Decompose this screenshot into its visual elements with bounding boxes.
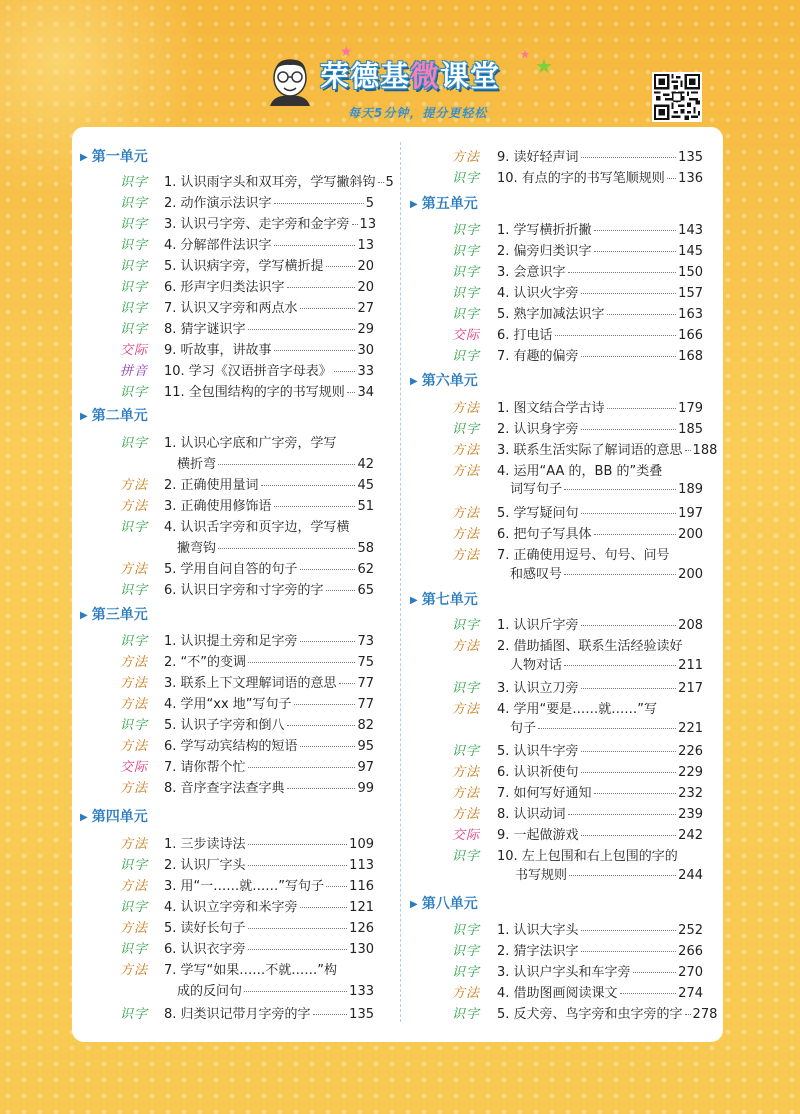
entry-tag: 方法: [452, 443, 481, 458]
entry-tag: 识字: [452, 618, 481, 633]
toc-entry[interactable]: 4. 学用“要是……就……”写: [497, 702, 658, 717]
toc-entry[interactable]: 7. 认识又字旁和两点水 27: [164, 301, 374, 316]
toc-entry[interactable]: 9. 读好轻声词 135: [497, 150, 703, 165]
entry-tag: 识字: [452, 944, 481, 959]
entry-tag: 识字: [120, 217, 149, 232]
star-icon: ★: [520, 48, 530, 61]
entry-tag: 方法: [120, 781, 149, 796]
toc-entry[interactable]: 3. 联系生活实际了解词语的意思 188: [497, 443, 718, 458]
toc-entry[interactable]: 4. 运用“AA 的，BB 的”类叠: [497, 464, 663, 479]
mascot-portrait-icon: [262, 56, 318, 106]
unit-heading: ▶ 第八单元: [410, 896, 478, 912]
toc-entry[interactable]: 2. 认识身字旁 185: [497, 422, 703, 437]
entry-tag: 方法: [120, 921, 149, 936]
entry-tag: 方法: [120, 739, 149, 754]
toc-entry[interactable]: 词写句子 189: [510, 482, 703, 497]
toc-entry[interactable]: 10. 学习《汉语拼音字母表》 33: [164, 364, 374, 379]
unit-heading: ▶ 第三单元: [80, 607, 148, 623]
entry-tag: 识字: [120, 718, 149, 733]
toc-entry[interactable]: 4. 认识舌字旁和页字边，学写横: [164, 520, 350, 535]
entry-tag: 方法: [120, 499, 149, 514]
entry-tag: 拼音: [120, 364, 149, 379]
entry-tag: 识字: [452, 422, 481, 437]
entry-tag: 识字: [452, 265, 481, 280]
unit-heading: ▶ 第六单元: [410, 373, 478, 389]
toc-entry[interactable]: 8. 猜字谜识字 29: [164, 322, 374, 337]
entry-tag: 识字: [452, 744, 481, 759]
toc-entry[interactable]: 8. 认识动词 239: [497, 807, 703, 822]
toc-entry[interactable]: 4. 认识立字旁和米字旁 121: [164, 900, 374, 915]
entry-tag: 识字: [120, 238, 149, 253]
toc-entry[interactable]: 5. 读好长句子 126: [164, 921, 374, 936]
toc-entry[interactable]: 2. 认识厂字头 113: [164, 858, 374, 873]
entry-tag: 方法: [452, 807, 481, 822]
toc-entry[interactable]: 2. “不”的变调 75: [164, 655, 374, 670]
toc-entry[interactable]: 2. 借助插图、联系生活经验读好: [497, 639, 683, 654]
entry-tag: 识字: [452, 286, 481, 301]
entry-tag: 方法: [452, 702, 481, 717]
toc-entry[interactable]: 1. 认识心字底和广字旁，学写: [164, 436, 337, 451]
entry-tag: 方法: [452, 464, 481, 479]
toc-entry[interactable]: 10. 左上包围和右上包围的字的: [497, 849, 678, 864]
entry-tag: 方法: [120, 676, 149, 691]
entry-tag: 方法: [120, 963, 149, 978]
entry-tag: 识字: [452, 223, 481, 238]
toc-entry[interactable]: 7. 请你帮个忙 97: [164, 760, 374, 775]
unit-heading: ▶ 第一单元: [80, 149, 148, 165]
toc-entry[interactable]: 2. 正确使用量词 45: [164, 478, 374, 493]
star-icon: ★: [340, 44, 353, 60]
toc-entry[interactable]: 1. 图文结合学古诗 179: [497, 401, 703, 416]
brand-subtitle: 每天5分钟，提分更轻松: [348, 106, 488, 120]
entry-tag: 识字: [120, 175, 149, 190]
toc-entry[interactable]: 5. 学用自问自答的句子 62: [164, 562, 374, 577]
toc-entry[interactable]: 撇弯钩 58: [177, 541, 374, 556]
entry-tag: 识字: [120, 858, 149, 873]
entry-tag: 识字: [120, 900, 149, 915]
toc-entry[interactable]: 4. 分解部件法识字 13: [164, 238, 374, 253]
toc-entry[interactable]: 3. 认识户字头和车字旁 270: [497, 965, 703, 980]
toc-entry[interactable]: 书写规则 244: [515, 868, 703, 883]
entry-tag: 识字: [120, 1007, 149, 1022]
entry-tag: 识字: [452, 849, 481, 864]
toc-entry[interactable]: 6. 把句子写具体 200: [497, 527, 703, 542]
entry-tag: 交际: [120, 760, 149, 775]
toc-entry[interactable]: 3. 认识立刀旁 217: [497, 681, 703, 696]
entry-tag: 识字: [452, 923, 481, 938]
entry-tag: 识字: [452, 171, 481, 186]
entry-tag: 识字: [452, 681, 481, 696]
toc-entry[interactable]: 5. 认识子字旁和倒八 82: [164, 718, 374, 733]
entry-tag: 交际: [120, 343, 149, 358]
entry-tag: 方法: [452, 548, 481, 563]
toc-entry[interactable]: 5. 认识牛字旁 226: [497, 744, 703, 759]
toc-entry[interactable]: 句子 221: [510, 721, 703, 736]
toc-entry[interactable]: 5. 学写疑问句 197: [497, 506, 703, 521]
entry-tag: 方法: [452, 506, 481, 521]
toc-entry[interactable]: 5. 反犬旁、鸟字旁和虫字旁的字 278: [497, 1007, 718, 1022]
entry-tag: 识字: [120, 196, 149, 211]
entry-tag: 识字: [452, 965, 481, 980]
entry-tag: 方法: [452, 986, 481, 1001]
column-divider: [400, 142, 401, 1022]
entry-tag: 识字: [120, 322, 149, 337]
entry-tag: 识字: [120, 280, 149, 295]
entry-tag: 识字: [120, 634, 149, 649]
toc-entry[interactable]: 3. 用“一……就……”写句子 116: [164, 879, 374, 894]
toc-entry[interactable]: 2. 猜字法识字 266: [497, 944, 703, 959]
entry-tag: 方法: [452, 765, 481, 780]
toc-entry[interactable]: 5. 熟字加减法识字 163: [497, 307, 703, 322]
toc-entry[interactable]: 3. 正确使用修饰语 51: [164, 499, 374, 514]
entry-tag: 识字: [452, 1007, 481, 1022]
entry-tag: 方法: [452, 150, 481, 165]
toc-entry[interactable]: 3. 认识弓字旁、走字旁和金字旁 13: [164, 217, 377, 232]
toc-entry[interactable]: 1. 认识大字头 252: [497, 923, 703, 938]
entry-tag: 识字: [120, 520, 149, 535]
entry-tag: 方法: [452, 527, 481, 542]
entry-tag: 方法: [120, 879, 149, 894]
unit-heading: ▶ 第四单元: [80, 809, 148, 825]
toc-entry[interactable]: 1. 认识提土旁和足字旁 73: [164, 634, 374, 649]
toc-entry[interactable]: 9. 一起做游戏 242: [497, 828, 703, 843]
entry-tag: 方法: [120, 478, 149, 493]
entry-tag: 识字: [120, 259, 149, 274]
toc-entry[interactable]: 1. 认识雨字头和双耳旁，学写撇斜钩 5: [164, 175, 394, 190]
toc-entry[interactable]: 7. 如何写好通知 232: [497, 786, 703, 801]
toc-entry[interactable]: 11. 全包围结构的字的书写规则 34: [164, 385, 374, 400]
star-icon: ★: [535, 54, 553, 78]
entry-tag: 方法: [120, 697, 149, 712]
toc-entry[interactable]: 6. 认识日字旁和寸字旁的字 65: [164, 583, 374, 598]
toc-entry[interactable]: 1. 三步读诗法 109: [164, 837, 374, 852]
entry-tag: 方法: [120, 837, 149, 852]
toc-entry[interactable]: 9. 听故事，讲故事 30: [164, 343, 374, 358]
entry-tag: 识字: [120, 301, 149, 316]
entry-tag: 方法: [452, 401, 481, 416]
toc-entry[interactable]: 7. 正确使用逗号、句号、问号: [497, 548, 670, 563]
toc-entry[interactable]: 5. 认识病字旁，学写横折提 20: [164, 259, 374, 274]
entry-tag: 识字: [120, 942, 149, 957]
toc-entry[interactable]: 3. 会意识字 150: [497, 265, 703, 280]
entry-tag: 识字: [452, 307, 481, 322]
entry-tag: 识字: [452, 244, 481, 259]
toc-entry[interactable]: 2. 偏旁归类识字 145: [497, 244, 703, 259]
brand-title: 荣德基微课堂: [320, 59, 501, 93]
toc-entry[interactable]: 8. 归类识记带月字旁的字 135: [164, 1007, 374, 1022]
unit-heading: ▶ 第二单元: [80, 408, 148, 424]
header: [0, 0, 800, 130]
toc-entry[interactable]: 7. 有趣的偏旁 168: [497, 349, 703, 364]
toc-entry[interactable]: 1. 学写横折折撇 143: [497, 223, 703, 238]
toc-entry[interactable]: 4. 学用“xx 地”写句子 77: [164, 697, 374, 712]
entry-tag: 识字: [120, 385, 149, 400]
toc-entry[interactable]: 4. 认识火字旁 157: [497, 286, 703, 301]
toc-entry[interactable]: 7. 学写“如果……不就……”构: [164, 963, 338, 978]
toc-entry[interactable]: 2. 动作演示法识字 5: [164, 196, 374, 211]
qr-code-icon[interactable]: [652, 72, 702, 122]
toc-entry[interactable]: 6. 学写动宾结构的短语 95: [164, 739, 374, 754]
toc-entry[interactable]: 6. 形声字归类法识字 20: [164, 280, 374, 295]
entry-tag: 交际: [452, 828, 481, 843]
entry-tag: 方法: [120, 562, 149, 577]
toc-entry[interactable]: 和感叹号 200: [510, 567, 703, 582]
entry-tag: 方法: [452, 639, 481, 654]
entry-tag: 识字: [120, 436, 149, 451]
toc-entry[interactable]: 6. 认识祈使句 229: [497, 765, 703, 780]
toc-entry[interactable]: 1. 认识斤字旁 208: [497, 618, 703, 633]
toc-entry[interactable]: 成的反问句 133: [177, 984, 374, 999]
toc-entry[interactable]: 6. 认识衣字旁 130: [164, 942, 374, 957]
unit-heading: ▶ 第七单元: [410, 592, 478, 608]
toc-entry[interactable]: 横折弯 42: [177, 457, 374, 472]
toc-entry[interactable]: 10. 有点的字的书写笔顺规则 136: [497, 171, 703, 186]
unit-heading: ▶ 第五单元: [410, 196, 478, 212]
toc-entry[interactable]: 3. 联系上下文理解词语的意思 77: [164, 676, 374, 691]
toc-entry[interactable]: 人物对话 211: [510, 658, 703, 673]
toc-entry[interactable]: 8. 音序查字法查字典 99: [164, 781, 374, 796]
toc-entry[interactable]: 6. 打电话 166: [497, 328, 703, 343]
entry-tag: 方法: [452, 786, 481, 801]
entry-tag: 识字: [120, 583, 149, 598]
toc-entry[interactable]: 4. 借助图画阅读课文 274: [497, 986, 703, 1001]
entry-tag: 方法: [120, 655, 149, 670]
entry-tag: 识字: [452, 349, 481, 364]
entry-tag: 交际: [452, 328, 481, 343]
